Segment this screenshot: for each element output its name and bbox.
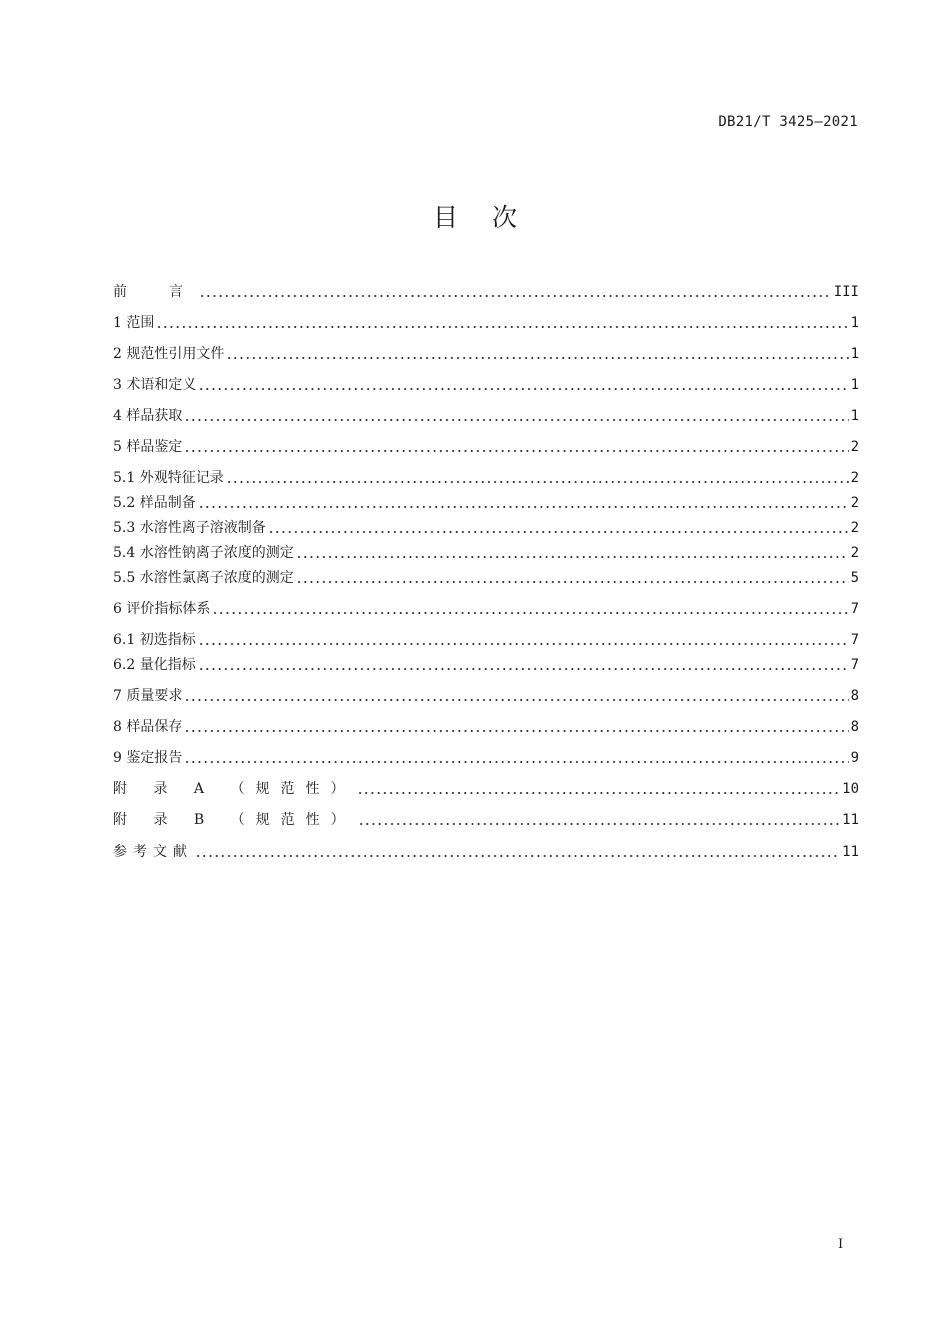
toc-entry-5-4[interactable] xyxy=(113,541,859,563)
toc-entry-label: 附 录 B （规范性） xyxy=(113,812,356,828)
dot-leader xyxy=(198,506,849,508)
dot-leader xyxy=(198,388,848,390)
toc-entry-label: 9 鉴定报告 xyxy=(113,750,183,766)
dot-leader xyxy=(296,556,849,558)
toc-entry-5-3[interactable] xyxy=(113,516,859,538)
toc-entry-label: 6 评价指标体系 xyxy=(113,601,211,617)
toc-entry-foreword[interactable] xyxy=(113,280,859,302)
toc-entry-page: 2 xyxy=(850,470,859,486)
dot-leader xyxy=(156,326,848,328)
toc-entry-label: 3 术语和定义 xyxy=(113,377,197,393)
toc-entry-page: 8 xyxy=(850,688,859,704)
toc-entry-page: 7 xyxy=(850,601,859,617)
toc-entry-page: 1 xyxy=(850,408,859,424)
document-code: DB21/T 3425—2021 xyxy=(718,114,858,130)
toc-entry-1[interactable] xyxy=(113,311,859,333)
toc-entry-page: 7 xyxy=(850,657,859,673)
toc-entry-8[interactable] xyxy=(113,715,859,737)
dot-leader xyxy=(296,581,849,583)
toc-entry-5[interactable] xyxy=(113,435,859,457)
toc-entry-page: 2 xyxy=(850,545,859,561)
toc-entry-page: 2 xyxy=(850,439,859,455)
toc-entry-label: 4 样品获取 xyxy=(113,408,183,424)
toc-entry-page: 7 xyxy=(850,632,859,648)
page-title: 目次 xyxy=(432,203,551,232)
toc-entry-page: 1 xyxy=(850,346,859,362)
toc-entry-label: 6.1 初选指标 xyxy=(113,632,196,648)
dot-leader xyxy=(358,823,841,825)
toc-entry-page: 2 xyxy=(850,495,859,511)
dot-leader xyxy=(198,668,849,670)
toc-entry-page: 11 xyxy=(842,844,859,860)
dot-leader xyxy=(184,699,848,701)
toc-entry-6-1[interactable] xyxy=(113,628,859,650)
toc-entry-references[interactable] xyxy=(113,840,859,862)
toc-entry-label: 5.2 样品制备 xyxy=(113,495,196,511)
dot-leader xyxy=(184,450,848,452)
toc-entry-5-5[interactable] xyxy=(113,566,859,588)
toc-entry-label: 5.4 水溶性钠离子浓度的测定 xyxy=(113,545,294,561)
toc-entry-page: 9 xyxy=(850,750,859,766)
toc-entry-3[interactable] xyxy=(113,373,859,395)
dot-leader xyxy=(199,295,832,297)
dot-leader xyxy=(226,357,848,359)
toc-entry-6[interactable] xyxy=(113,597,859,619)
toc-entry-label: 5.3 水溶性离子溶液制备 xyxy=(113,520,266,536)
toc-entry-page: 1 xyxy=(850,315,859,331)
toc-entry-appendix-a[interactable] xyxy=(113,777,859,799)
toc-entry-6-2[interactable] xyxy=(113,653,859,675)
toc-entry-label: 附 录 A （规范性） xyxy=(113,781,356,797)
toc-entry-page: III xyxy=(833,284,859,300)
toc-entry-7[interactable] xyxy=(113,684,859,706)
dot-leader xyxy=(268,531,849,533)
toc-entry-page: 5 xyxy=(850,570,859,586)
toc-entry-page: 1 xyxy=(850,377,859,393)
toc-entry-label: 5 样品鉴定 xyxy=(113,439,183,455)
toc-entry-label: 2 规范性引用文件 xyxy=(113,346,225,362)
dot-leader xyxy=(184,730,848,732)
toc-entry-label: 5.5 水溶性氯离子浓度的测定 xyxy=(113,570,294,586)
toc-entry-label: 前 言 xyxy=(113,284,197,300)
dot-leader xyxy=(226,481,849,483)
toc-entry-label: 7 质量要求 xyxy=(113,688,183,704)
toc-entry-label: 5.1 外观特征记录 xyxy=(113,470,224,486)
toc-entry-label: 1 范围 xyxy=(113,315,155,331)
toc-entry-page: 10 xyxy=(842,781,859,797)
toc-entry-label: 参考文献 xyxy=(113,844,193,860)
page-number: I xyxy=(838,1237,844,1252)
toc-entry-5-2[interactable] xyxy=(113,491,859,513)
toc-entry-appendix-b[interactable] xyxy=(113,808,859,830)
toc-entry-page: 11 xyxy=(842,812,859,828)
dot-leader xyxy=(357,792,840,794)
dot-leader xyxy=(184,761,848,763)
toc-entry-9[interactable] xyxy=(113,746,859,768)
dot-leader xyxy=(212,612,848,614)
toc-entry-page: 8 xyxy=(850,719,859,735)
toc-entry-page: 2 xyxy=(850,520,859,536)
toc-entry-5-1[interactable] xyxy=(113,466,859,488)
dot-leader xyxy=(195,855,840,857)
dot-leader xyxy=(198,643,849,645)
dot-leader xyxy=(184,419,848,421)
toc-entry-4[interactable] xyxy=(113,404,859,426)
toc-entry-label: 8 样品保存 xyxy=(113,719,183,735)
toc-entry-2[interactable] xyxy=(113,342,859,364)
toc-entry-label: 6.2 量化指标 xyxy=(113,657,196,673)
